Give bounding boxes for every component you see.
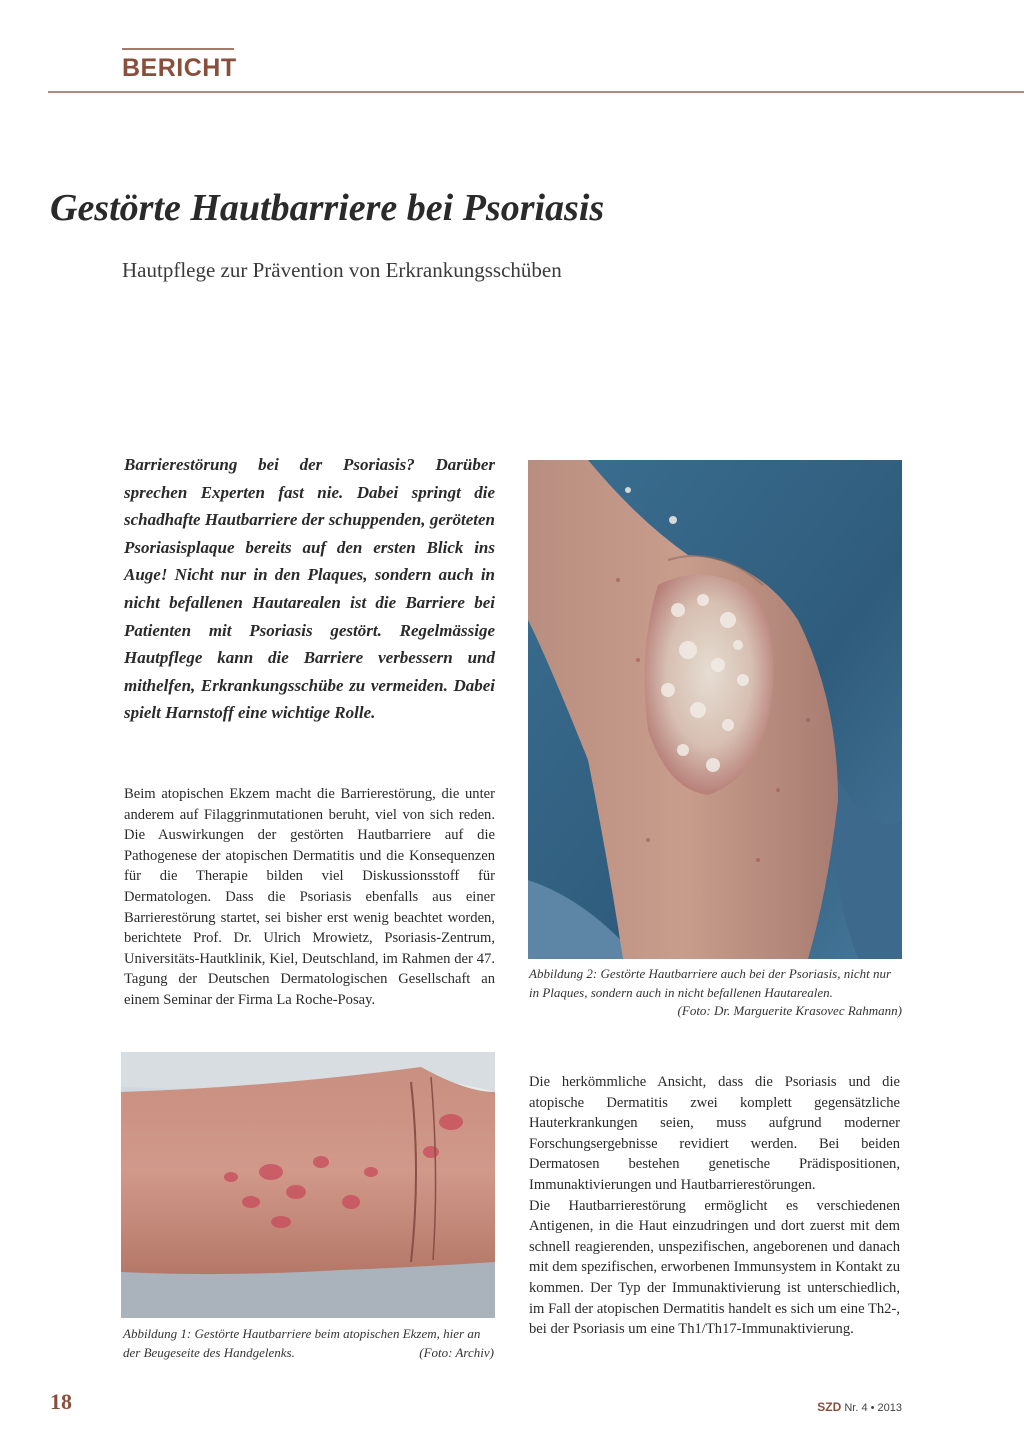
lead-paragraph: Barrierestörung bei der Psoriasis? Darüber sprechen Experten fast nie. Dabei springt die schadhafte Hautbarriere der schuppenden, geröteten Psoriasisplaque bereits auf den ersten Blick ins Auge! Nicht nur in den Plaques, sondern auch in nicht befallenen Hautarealen ist die Barriere bei Patienten mit Psoriasis gestört. Regelmässige Hautpflege kann die Barriere verbessern und mithelfen, Erkrankungsschübe zu vermeiden. Dabei spielt Harnstoff eine wichtige Rolle. [124,455,495,723]
body-paragraph: Beim atopischen Ekzem macht die Barrierestörung, die unter anderem auf Filaggrinmutationen beruht, viel von sich reden. Die Auswirkungen der gestörten Hautbarriere auf die Pathogenese der atopischen Dermatitis und die Konsequenzen für die Therapie bilden viel Diskussionsstoff für Dermatologen. Dass die Psoriasis ebenfalls aus einer Barrierestörung startet, sei bisher erst wenig beachtet worden, berichtete Prof. Dr. Ulrich Mrowietz, Psoriasis-Zentrum, Universitäts-Hautklinik, Kiel, Deutschland, im Rahmen der 47. Tagung der Deutschen Dermatologischen Gesellschaft an einem Seminar der Firma La Roche-Posay. [124,786,495,1008]
body-column-left [124,784,495,1011]
figure-1-image [121,1052,495,1318]
journal-issue: Nr. 4 • 2013 [844,1402,902,1414]
journal-name: SZD [817,1400,842,1414]
figure-2-credit: (Foto: Dr. Marguerite Krasovec Rahmann) [677,1003,902,1018]
article-subtitle: Hautpflege zur Prävention von Erkrankungsschüben [122,258,562,282]
section-label: BERICHT [122,54,237,82]
figure-2-caption [529,965,902,1021]
figure-2-caption-text: Abbildung 2: Gestörte Hautbarriere auch bei der Psoriasis, nicht nur in Plaques, sondern auch in nicht befallenen Hautarealen. [529,966,892,1000]
body-paragraph: Die Hautbarrierestörung ermöglicht es verschiedenen Antigenen, in die Haut einzudringen und dort zuerst mit dem schnell reagierenden, unspezifischen, angeborenen und danach mit dem spezifischen, erworbenen Immunsystem in Kontakt zu kommen. Der Typ der Immunaktivierung ist unterschiedlich, im Fall der atopischen Dermatitis handelt es sich um eine Th2-, bei der Psoriasis um eine Th1/Th17-Immunaktivierung. [529,1197,900,1338]
header-divider [48,91,1024,93]
figure-1-caption-text: Abbildung 1: Gestörte Hautbarriere beim atopischen Ekzem, hier an der Beugeseite des Handgelenks. [123,1326,481,1360]
body-column-right [529,1072,900,1340]
page-number: 18 [50,1389,72,1414]
section-rule-short [122,48,234,50]
body-paragraph: Die herkömmliche Ansicht, dass die Psoriasis und die atopische Dermatitis zwei komplett gegensätzliche Hauterkrankungen seien, muss aufgrund moderner Forschungsergebnisse revidiert werden. Bei beiden Dermatosen bestehen genetische Prädispositionen, Immunaktivierungen und Hautbarrierestörungen. [529,1074,900,1193]
article-title: Gestörte Hautbarriere bei Psoriasis [50,187,605,229]
journal-footer [817,1400,902,1414]
figure-1-credit: (Foto: Archiv) [419,1344,494,1360]
figure-2-image [528,460,902,959]
figure-1-caption [123,1325,494,1362]
